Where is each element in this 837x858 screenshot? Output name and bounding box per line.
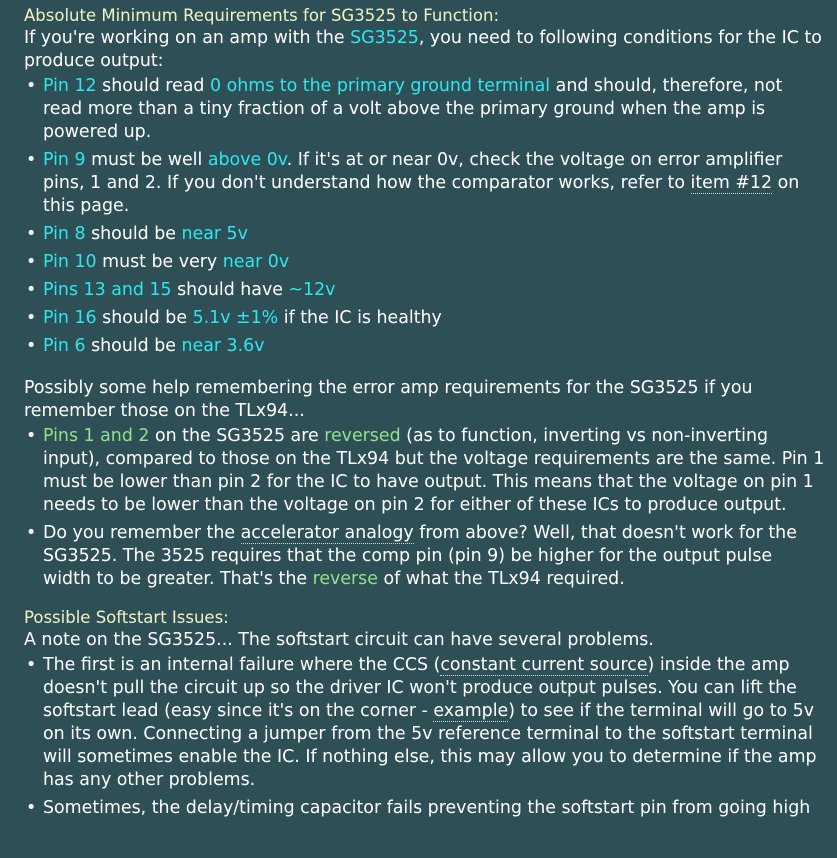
list-item: • Pin 9 must be well above 0v. If it's at or near 0v, check the voltage on error amplifier pins, 1 and 2. If you don't understand how the comparator works, refer to item #12 on this page.: [43, 149, 825, 218]
reversed-label: reversed: [324, 426, 401, 446]
list-item: • The first is an internal failure where the CCS (constant current source) inside the amp doesn't pull the circuit up so the driver IC won't produce output pulses. You can lift the softstart lead (easy since it's on the corner - example) to see if the terminal will go to 5v on its own. Connecting a jumper from the 5v reference terminal to the softstart terminal will sometimes enable the IC. If nothing else, this may allow you to determine if the amp has any other problems.: [43, 654, 825, 792]
list-item: • Pin 10 must be very near 0v: [43, 251, 825, 274]
pin-label: Pins 13 and 15: [43, 280, 172, 300]
list-item: • Pin 12 should read 0 ohms to the primary ground terminal and should, therefore, not read more than a tiny fraction of a volt above the primary ground when the amp is powered up.: [43, 75, 825, 144]
list-item: • Pins 1 and 2 on the SG3525 are reversed (as to function, inverting vs non-inverting input), compared to those on the TLx94 but the voltage requirements are the same. Pin 1 must be lower than pin 2 for the IC to have output. This means that the voltage on pin 1 needs to be lower than the voltage on pin 2 for either of these ICs to produce output.: [43, 425, 825, 517]
item-12-link[interactable]: item #12: [690, 173, 773, 193]
pin-label: Pin 6: [43, 336, 86, 356]
list-item: • Do you remember the accelerator analogy from above? Well, that doesn't work for the SG3525. The 3525 requires that the comp pin (pin 9) be higher for the output pulse width to be greater. That's the reverse of what the TLx94 required.: [43, 522, 825, 591]
list-item: • Pin 16 should be 5.1v ±1% if the IC is healthy: [43, 307, 825, 330]
pin-value: near 3.6v: [181, 336, 265, 356]
pin-value: above 0v: [207, 150, 287, 170]
section3-intro: A note on the SG3525... The softstart circuit can have several problems.: [24, 630, 654, 650]
list-item: • Pins 13 and 15 should have ~12v: [43, 279, 825, 302]
pin-requirements-list: [24, 75, 825, 358]
spacer: [24, 596, 825, 606]
pins-label: Pins 1 and 2: [43, 426, 150, 446]
pin-label: Pin 10: [43, 252, 97, 272]
softstart-list: [24, 654, 825, 820]
chip-name: SG3525: [350, 28, 419, 48]
list-item: • Sometimes, the delay/timing capacitor fails preventing the softstart pin from going high: [43, 797, 825, 820]
pin-value: 5.1v ±1%: [192, 308, 279, 328]
pin-value: 0 ohms to the primary ground terminal: [210, 76, 551, 96]
example-link[interactable]: example: [433, 701, 509, 721]
reverse-label: reverse: [312, 569, 378, 589]
section2-intro: Possibly some help remembering the error amp requirements for the SG3525 if you remember those on the TLx94...: [24, 378, 753, 421]
constant-current-source-link[interactable]: constant current source: [440, 655, 648, 675]
pin-label: Pin 16: [43, 308, 97, 328]
list-item: • Pin 8 should be near 5v: [43, 223, 825, 246]
pin-label: Pin 12: [43, 76, 97, 96]
section-title-softstart: Possible Softstart Issues:: [24, 608, 229, 627]
accelerator-analogy-link[interactable]: accelerator analogy: [240, 523, 414, 543]
error-amp-list: [24, 425, 825, 591]
section-title-minimum-requirements: Absolute Minimum Requirements for SG3525 to Function:: [24, 6, 500, 25]
spacer: [24, 363, 825, 377]
pin-value: ~12v: [288, 280, 336, 300]
pin-label: Pin 9: [43, 150, 86, 170]
section1-intro: If you're working on an amp with the SG3525, you need to following conditions for the IC to produce output:: [24, 28, 822, 71]
pin-value: near 5v: [181, 224, 248, 244]
list-item: • Pin 6 should be near 3.6v: [43, 335, 825, 358]
pin-value: near 0v: [222, 252, 290, 272]
pin-label: Pin 8: [43, 224, 86, 244]
